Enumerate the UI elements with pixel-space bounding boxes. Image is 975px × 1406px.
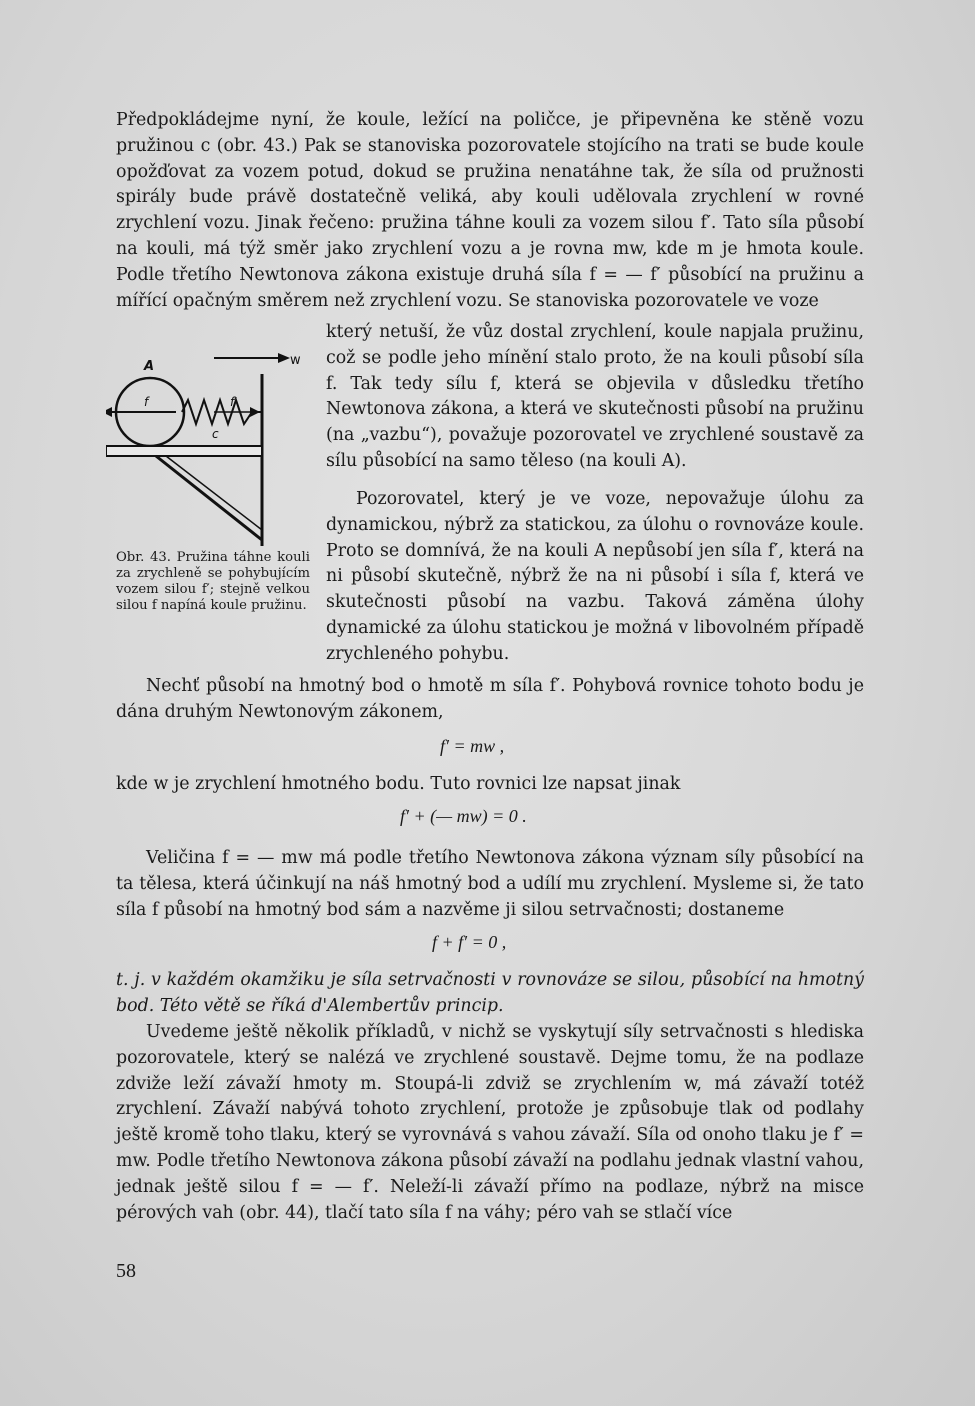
paragraph-newton: Nechť působí na hmotný bod o hmotě m síla f′. Pohybová rovnice tohoto bodu je dána druhým Newtonovým zákonem, — [116, 676, 864, 722]
label-w: w — [290, 353, 301, 368]
paragraph-acceleration: kde w je zrychlení hmotného bodu. Tuto rovnici lze napsat jinak — [116, 774, 681, 794]
paragraph-examples: Uvedeme ještě několik příkladů, v nichž se vyskytují síly setrvačnosti s hlediska pozorovatele, který se nalézá ve zrychlené soustavě. Dejme tomu, že na podlaze zdviže leží závaží hmoty m. Stoupá-li zdviž se zrychlením w, má závaží totéž zrychlení. Závaží nabývá tohoto zrychlení, protože je způsobuje tlak od podlahy ještě kromě toho tlaku, který se vyrovnává s vahou závaží. Síla od onoho tlaku je f′ = mw. Podle třetího Newtonova zákona působí závaží na podlahu jednak vlastní vahou, jednak ještě silou f = — f′. Neleží-li závaží přímo na podlaze, nýbrž na misce pérových vah (obr. 44), tlačí tato síla f na váhy; péro vah se stlačí více — [116, 1022, 864, 1223]
equation-3: f + f′ = 0 , — [432, 932, 507, 952]
paragraph-wrap-b: Pozorovatel, který je ve voze, nepovažuje úlohu za dynamickou, nýbrž za statickou, za úlohu o rovnováze koule. Proto se domnívá, že na kouli A nepůsobí jen síla f′, která na ni působí skutečně, nýbrž že na ni působí i síla f, která ve skutečnosti působí na vazbu. Taková záměna úlohy dynamické za úlohu statickou je možná v libovolném případě zrychleného pohybu. — [326, 489, 864, 664]
figure-43 — [106, 340, 316, 550]
bracket — [156, 456, 262, 540]
paragraph-top: Předpokládejme nyní, že koule, ležící na poličce, je připevněna ke stěně vozu pružinou c (obr. 43.) Pak se stanoviska pozorovatele stojícího na trati se bude koule opožďovat za vozem potud, dokud se pružina nenatáhne tak, že síla od pružnosti spirály bude právě dostatečně veliká, aby kouli udělovala zrychlení w rovné zrychlení vozu. Jinak řečeno: pružina táhne kouli za vozem silou f′. Tato síla působí na kouli, má týž směr jako zrychlení vozu a je rovna mw, kde m je hmota koule. Podle třetího Newtonova zákona existuje druhá síla f = — f′ působící na pružinu a mířící opačným směrem než zrychlení vozu. Se stanoviska pozorovatele ve voze — [116, 110, 864, 311]
label-f-prime: f′ — [230, 395, 237, 409]
label-A: A — [144, 359, 155, 374]
paragraph-dalembert: t. j. v každém okamžiku je síla setrvačnosti v rovnováze se silou, působící na hmotný bod. Této větě se říká d'Alembertův princip. — [116, 970, 864, 1016]
label-c: c — [212, 427, 219, 441]
paragraph-wrap-a: který netuší, že vůz dostal zrychlení, koule napjala pružinu, což se podle jeho mínění stalo proto, že na kouli působí síla f. Tak tedy sílu f, která se objevila v důsledku třetího Newtonova zákona, a která ve skutečnosti působí na pružinu (na „vazbu“), považuje pozorovatel ve zrychlené soustavě za sílu působící na samo těleso (na kouli A). — [326, 322, 864, 471]
shelf — [106, 446, 262, 456]
page-number: 58 — [116, 1260, 136, 1282]
spring-diagram — [106, 340, 316, 550]
label-f: f — [144, 395, 149, 409]
paragraph-inertia: Veličina f = — mw má podle třetího Newtonova zákona význam síly působící na ta tělesa, která účinkují na náš hmotný bod a udílí mu zrychlení. Mysleme si, že tato síla f působí na hmotný bod sám a nazvěme ji silou setrvačnosti; dostaneme — [116, 848, 864, 920]
equation-2: f′ + (— mw) = 0 . — [400, 806, 527, 826]
equation-1: f′ = mw , — [440, 736, 505, 756]
figure-caption: Obr. 43. Pružina táhne kouli za zrychleně se pohybujícím vozem silou f′; stejně velkou silou f napíná koule pružinu. — [116, 550, 310, 613]
